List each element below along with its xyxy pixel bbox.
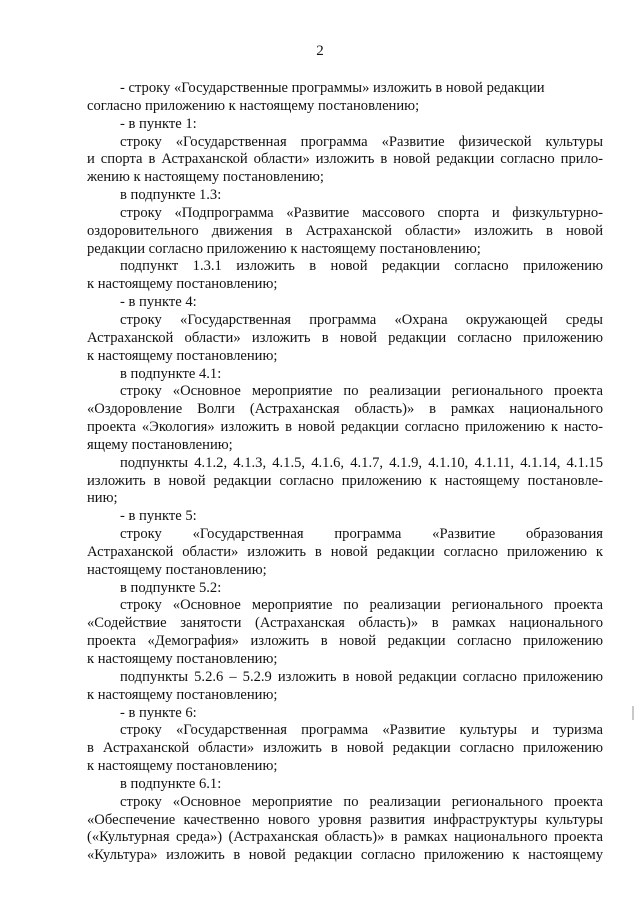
text-line: строку «Государственная программа «Развитие физической культуры (120, 133, 603, 150)
text-line: строку «Государственная программа «Развитие образования (120, 526, 603, 543)
text-line: «Обеспечение качественно нового уровня развития инфраструктуры культуры (87, 811, 603, 828)
text-line: Астраханской области» изложить в новой редакции согласно приложению к (87, 543, 603, 560)
text-line: - в пункте 5: (120, 508, 197, 525)
page-number: 2 (316, 43, 324, 59)
text-line: и спорта в Астраханской области» изложить в новой редакции согласно прило- (87, 151, 603, 168)
text-line: нию; (87, 490, 118, 507)
text-line: изложить в новой редакции согласно приложению к настоящему постановле- (87, 472, 603, 489)
text-line: Астраханской области» изложить в новой редакции согласно приложению (87, 329, 603, 346)
text-line: настоящему постановлению; (87, 561, 267, 578)
text-line: к настоящему постановлению; (87, 758, 278, 775)
text-line: строку «Основное мероприятие по реализации регионального проекта (120, 597, 603, 614)
text-line: подпункт 1.3.1 изложить в новой редакции согласно приложению (120, 258, 603, 275)
text-line: оздоровительного движения в Астраханской области» изложить в новой (87, 222, 603, 239)
text-line: проекта «Экология» изложить в новой редакции согласно приложению к насто- (87, 419, 603, 436)
body-text (87, 80, 603, 865)
text-line: согласно приложению к настоящему постановлению; (87, 97, 420, 114)
text-line: к настоящему постановлению; (87, 347, 278, 364)
text-line: к настоящему постановлению; (87, 686, 278, 703)
text-line: в подпункте 1.3: (120, 187, 222, 204)
text-line: подпункты 5.2.6 – 5.2.9 изложить в новой редакции согласно приложению (120, 668, 603, 685)
text-line: в Астраханской области» изложить в новой редакции согласно приложению (87, 740, 603, 757)
text-line: строку «Основное мероприятие по реализации регионального проекта (120, 793, 603, 810)
text-line: «Содействие занятости (Астраханская область)» в рамках национального (87, 615, 603, 632)
text-line: - в пункте 1: (120, 115, 197, 132)
text-line: строку «Государственная программа «Охрана окружающей среды (120, 311, 603, 328)
text-line: строку «Государственная программа «Развитие культуры и туризма (120, 722, 603, 739)
text-line: - в пункте 6: (120, 704, 197, 721)
text-line: проекта «Демография» изложить в новой редакции согласно приложению (87, 633, 603, 650)
text-line: «Культура» изложить в новой редакции согласно приложению к настоящему (87, 847, 603, 864)
text-line: жению к настоящему постановлению; (87, 169, 324, 186)
text-line: («Культурная среда») (Астраханская область)» в рамках национального проекта (87, 829, 603, 846)
scan-artifact-mark (632, 706, 634, 720)
text-line: строку «Подпрограмма «Развитие массового спорта и физкультурно- (120, 204, 603, 221)
text-line: - в пункте 4: (120, 294, 197, 311)
text-line: в подпункте 6.1: (120, 775, 222, 792)
text-line: к настоящему постановлению; (87, 276, 278, 293)
text-line: в подпункте 5.2: (120, 579, 222, 596)
text-line: «Оздоровление Волги (Астраханская область)» в рамках национального (87, 401, 603, 418)
text-line: редакции согласно приложению к настоящему постановлению; (87, 240, 481, 257)
text-line: - строку «Государственные программы» изложить в новой редакции (120, 80, 545, 96)
text-line: в подпункте 4.1: (120, 365, 222, 382)
text-line: ящему постановлению; (87, 436, 233, 453)
text-line: строку «Основное мероприятие по реализации регионального проекта (120, 383, 603, 400)
text-line: к настоящему постановлению; (87, 651, 278, 667)
text-line: подпункты 4.1.2, 4.1.3, 4.1.5, 4.1.6, 4.1.7, 4.1.9, 4.1.10, 4.1.11, 4.1.14, 4.1.15 (120, 454, 603, 471)
